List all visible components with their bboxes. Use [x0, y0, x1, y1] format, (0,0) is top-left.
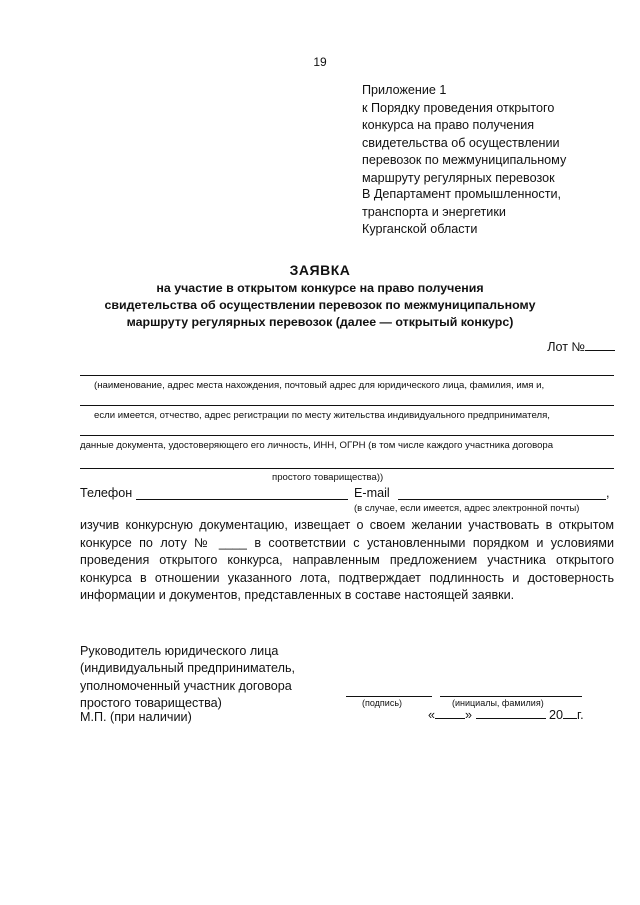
title-line: на участие в открытом конкурсе на право получения — [156, 281, 484, 295]
email-comma: , — [606, 486, 610, 500]
appendix-header — [362, 82, 566, 187]
date-day-blank[interactable] — [435, 707, 465, 719]
signatory-line: простого товарищества) — [80, 696, 222, 711]
email-note: (в случае, если имеется, адрес электронной почты) — [354, 502, 580, 513]
title-line: свидетельства об осуществлении перевозок по межмуниципальному — [104, 298, 536, 312]
appendix-line: конкурса на право получения — [362, 118, 535, 132]
date-year-prefix: 20 — [549, 708, 564, 722]
initials-fill-line[interactable] — [440, 696, 582, 697]
lot-label: Лот № — [547, 340, 585, 354]
date-close-quote: » — [465, 708, 473, 722]
lot-blank[interactable] — [585, 338, 615, 351]
date-open-quote: « — [428, 708, 436, 722]
signatory-line: Руководитель юридического лица — [80, 644, 279, 658]
initials-caption: (инициалы, фамилия) — [452, 698, 544, 708]
page-number: 19 — [313, 55, 327, 69]
signatory-line: уполномоченный участник договора — [80, 678, 292, 693]
stamp-label: М.П. (при наличии) — [80, 710, 192, 724]
phone-label: Телефон — [80, 486, 133, 500]
title-main: ЗАЯВКА — [289, 262, 351, 278]
date-year-suffix: г. — [577, 708, 584, 722]
signature-caption: (подпись) — [362, 698, 403, 708]
applicant-fill-line[interactable] — [80, 468, 614, 469]
title-line: маршруту регулярных перевозок (далее — открытый конкурс) — [126, 315, 514, 329]
applicant-note: если имеется, отчество, адрес регистрации по месту жительства индивидуального предпринимателя, — [94, 410, 550, 421]
applicant-fill-line[interactable] — [80, 375, 614, 376]
addressee — [362, 186, 561, 239]
applicant-note: (наименование, адрес места нахождения, почтовый адрес для юридического лица, фамилия, имя и, — [94, 380, 545, 391]
applicant-fill-line[interactable] — [80, 405, 614, 406]
addressee-line: транспорта и энергетики — [362, 204, 506, 219]
date-month-blank[interactable] — [476, 707, 546, 719]
appendix-line: перевозок по межмуниципальному — [362, 153, 567, 167]
signatory-line: (индивидуальный предприниматель, — [80, 661, 296, 676]
applicant-fill-line[interactable] — [80, 435, 614, 436]
addressee-line: В Департамент промышленности, — [362, 187, 562, 201]
lot-number-field[interactable] — [547, 338, 615, 354]
addressee-line: Курганской области — [362, 222, 478, 236]
application-statement: изучив конкурсную документацию, извещает о своем желании участвовать в открытом конкурсе по лоту № ____ в соответствии с установленными порядком и условиями проведения открытого конкурса, направленным предложением участника открытого конкурса в отношении указанного лота, подтверждает подлинность и достоверность информации и документов, представленных в составе настоящей заявки. — [80, 518, 614, 603]
date-row — [428, 707, 584, 722]
applicant-note: простого товарищества)) — [272, 472, 384, 483]
signatory-block — [80, 643, 295, 713]
appendix-line: маршруту регулярных перевозок — [362, 170, 555, 185]
email-fill-line[interactable] — [398, 499, 606, 500]
appendix-line: Приложение 1 — [362, 83, 447, 97]
document-title — [0, 262, 640, 331]
appendix-line: к Порядку проведения открытого — [362, 100, 555, 115]
email-label: E-mail — [354, 486, 390, 500]
appendix-line: свидетельства об осуществлении — [362, 135, 560, 150]
signature-fill-line[interactable] — [346, 696, 432, 697]
date-year-blank[interactable] — [563, 707, 577, 719]
applicant-note: данные документа, удостоверяющего его личность, ИНН, ОГРН (в том числе каждого участника договора — [80, 440, 554, 451]
phone-fill-line[interactable] — [136, 499, 348, 500]
